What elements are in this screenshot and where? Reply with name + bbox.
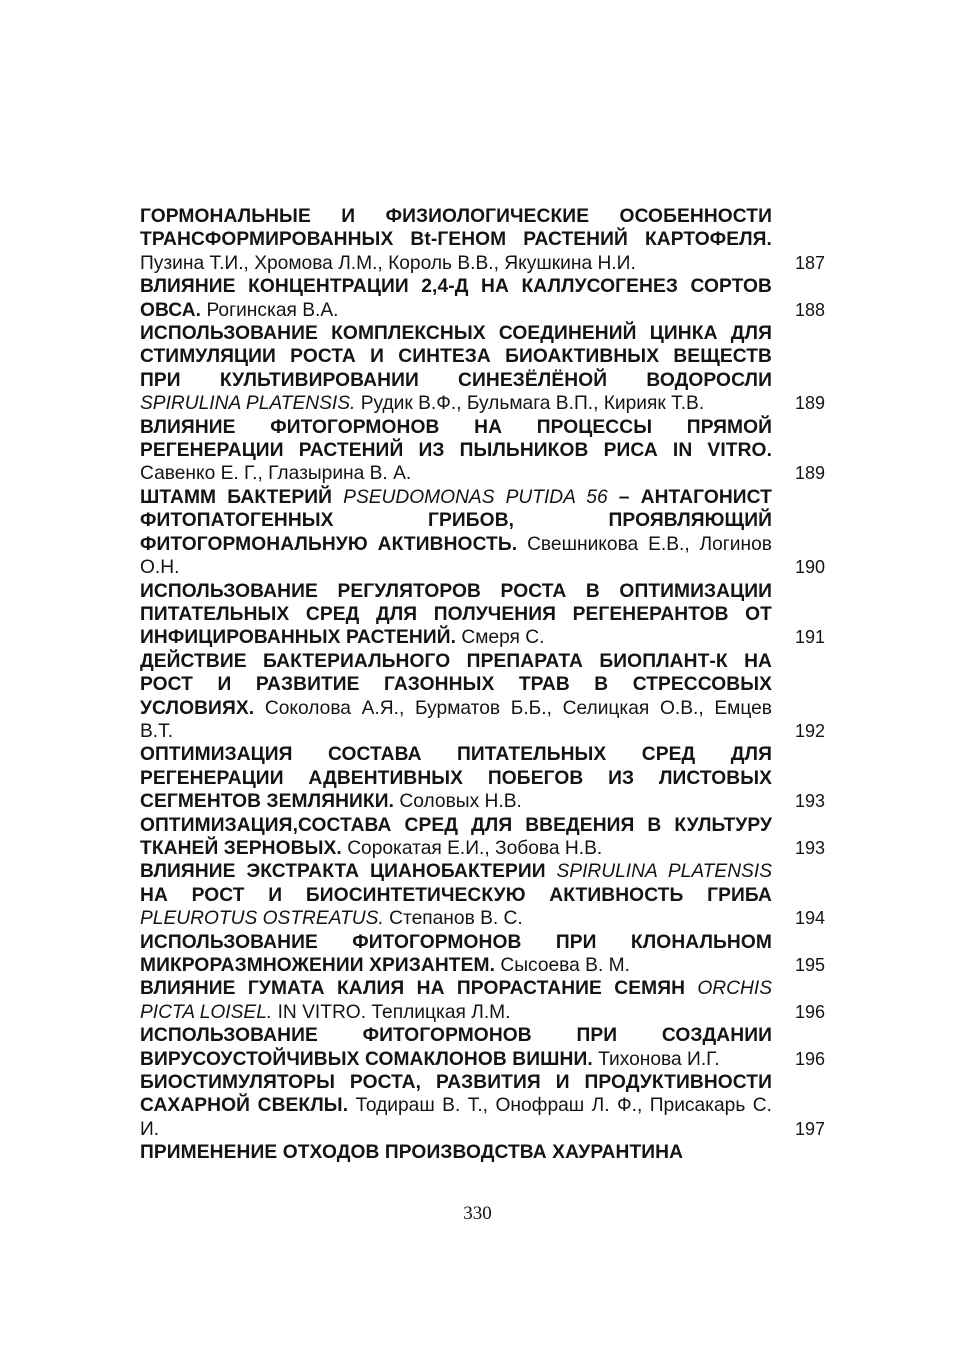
entry-title: ПРИМЕНЕНИЕ ОТХОДОВ ПРОИЗВОДСТВА ХАУРАНТИНА — [140, 1142, 684, 1164]
entry-title-species: SPIRULINA PLATENSIS. — [140, 393, 356, 415]
entry-title: ВЛИЯНИЕ ЭКСТРАКТА ЦИАНОБАКТЕРИИ — [140, 861, 546, 883]
entry-title-continued: IN VITRO. — [277, 1001, 367, 1023]
entry-page-number: 187 — [794, 252, 825, 273]
toc-entry — [140, 322, 825, 416]
toc-entry — [140, 205, 825, 275]
entry-title: ВЛИЯНИЕ ГУМАТА КАЛИЯ НА ПРОРАСТАНИЕ СЕМЯН — [140, 978, 686, 1000]
entry-title: ОПТИМИЗАЦИЯ,СОСТАВА СРЕД ДЛЯ ВВЕДЕНИЯ В КУЛЬТУРУ ТКАНЕЙ ЗЕРНОВЫХ. — [140, 814, 772, 859]
entry-authors: Соколова А.Я., Бурматов Б.Б., Селицкая О.В., Емцев В.Т. — [140, 697, 772, 742]
entry-page-number: 193 — [794, 837, 825, 858]
entry-authors: Сысоева В. М. — [500, 955, 630, 976]
entry-title: ИСПОЛЬЗОВАНИЕ РЕГУЛЯТОРОВ РОСТА В ОПТИМИЗАЦИИ ПИТАТЕЛЬНЫХ СРЕД ДЛЯ ПОЛУЧЕНИЯ РЕГЕНЕРАНТОВ ОТ ИНФИЦИРОВАННЫХ РАСТЕНИЙ. — [140, 580, 772, 649]
toc-entry — [140, 1071, 825, 1141]
toc-entry — [140, 1024, 825, 1071]
toc-entry — [140, 977, 825, 1024]
entry-page-number: 189 — [794, 463, 825, 484]
toc-entry — [140, 486, 825, 580]
entry-title-species-2: PLEUROTUS OSTREATUS. — [140, 908, 384, 930]
entry-title: ИСПОЛЬЗОВАНИЕ КОМПЛЕКСНЫХ СОЕДИНЕНИЙ ЦИНКА ДЛЯ СТИМУЛЯЦИИ РОСТА И СИНТЕЗА БИОАКТИВНЫХ ВЕЩЕСТВ ПРИ КУЛЬТИВИРОВАНИИ СИНЕЗЁЛЁНОЙ ВОДОРОСЛИ — [140, 323, 772, 391]
entry-page-number: 189 — [794, 393, 825, 414]
entry-title-continued: – АНТАГОНИСТ ФИТОПАТОГЕННЫХ ГРИБОВ, ПРОЯВЛЯЮЩИЙ ФИТОГОРМОНАЛЬНУЮ АКТИВНОСТЬ. — [140, 486, 772, 555]
entry-title-species: SPIRULINA PLATENSIS — [556, 861, 772, 883]
entry-page-number: 194 — [794, 908, 825, 929]
entry-page-number: 197 — [794, 1118, 825, 1139]
entry-page-number: 195 — [794, 955, 825, 975]
toc-entry — [140, 580, 825, 650]
entry-authors: Рудик В.Ф., Бульмага В.П., Кирияк Т.В. — [360, 393, 705, 415]
entry-title: ВЛИЯНИЕ ФИТОГОРМОНОВ НА ПРОЦЕССЫ ПРЯМОЙ РЕГЕНЕРАЦИИ РАСТЕНИЙ ИЗ ПЫЛЬНИКОВ РИСА IN VITRO. — [140, 416, 772, 462]
toc-entry — [140, 1141, 825, 1164]
entry-title: ШТАММ БАКТЕРИЙ — [140, 486, 333, 508]
entry-page-number: 192 — [794, 720, 825, 741]
toc-entry — [140, 743, 825, 813]
entry-title: ИСПОЛЬЗОВАНИЕ ФИТОГОРМОНОВ ПРИ КЛОНАЛЬНОМ МИКРОРАЗМНОЖЕНИИ ХРИЗАНТЕМ. — [140, 931, 772, 976]
entry-authors: Степанов В. С. — [389, 908, 523, 930]
entry-title: ДЕЙСТВИЕ БАКТЕРИАЛЬНОГО ПРЕПАРАТА БИОПЛАНТ-К НА РОСТ И РАЗВИТИЕ ГАЗОННЫХ ТРАВ В СТРЕССОВЫХ УСЛОВИЯХ. — [140, 650, 772, 719]
entry-page-number: 193 — [794, 791, 825, 812]
entry-authors: Пузина Т.И., Хромова Л.М., Король В.В., Якушкина Н.И. — [140, 252, 636, 274]
toc-entry — [140, 814, 825, 861]
entry-authors: Соловых Н.В. — [399, 791, 522, 813]
entry-authors: Тихонова И.Г. — [598, 1048, 720, 1070]
toc-entry — [140, 931, 825, 978]
entry-authors: Рогинская В.А. — [206, 299, 339, 321]
entry-title-continued: НА РОСТ И БИОСИНТЕТИЧЕСКУЮ АКТИВНОСТЬ ГРИБА — [140, 884, 772, 906]
table-of-contents — [140, 205, 825, 1165]
entry-page-number: 190 — [794, 557, 825, 578]
entry-title: ОПТИМИЗАЦИЯ СОСТАВА ПИТАТЕЛЬНЫХ СРЕД ДЛЯ РЕГЕНЕРАЦИИ АДВЕНТИВНЫХ ПОБЕГОВ ИЗ ЛИСТОВЫХ СЕГМЕНТОВ ЗЕМЛЯНИКИ. — [140, 744, 772, 813]
entry-title: ИСПОЛЬЗОВАНИЕ ФИТОГОРМОНОВ ПРИ СОЗДАНИИ ВИРУСОУСТОЙЧИВЫХ СОМАКЛОНОВ ВИШНИ. — [140, 1025, 772, 1070]
entry-title: ГОРМОНАЛЬНЫЕ И ФИЗИОЛОГИЧЕСКИЕ ОСОБЕННОСТИ ТРАНСФОРМИРОВАННЫХ Bt-ГЕНОМ РАСТЕНИЙ КАРТОФЕЛЯ. — [140, 206, 772, 251]
entry-authors: Свешникова Е.В., Логинов О.Н. — [140, 533, 772, 579]
toc-entry — [140, 275, 825, 322]
toc-entry — [140, 650, 825, 744]
entry-title-species: ORCHIS PICTA LOISEL. — [140, 978, 772, 1023]
toc-entry — [140, 416, 825, 486]
page-number: 330 — [463, 1203, 492, 1224]
entry-title: БИОСТИМУЛЯТОРЫ РОСТА, РАЗВИТИЯ И ПРОДУКТИВНОСТИ САХАРНОЙ СВЕКЛЫ. — [140, 1072, 772, 1117]
entry-authors: Теплицкая Л.М. — [371, 1001, 511, 1023]
entry-page-number: 188 — [794, 299, 825, 320]
entry-authors: Тодираш В. Т., Онофраш Л. Ф., Присакарь С. И. — [140, 1095, 772, 1140]
toc-entry — [140, 860, 825, 930]
entry-page-number: 196 — [794, 1001, 825, 1022]
entry-authors: Сорокатая Е.И., Зобова Н.В. — [347, 837, 603, 859]
entry-title-species: PSEUDOMONAS PUTIDA 56 — [343, 486, 608, 508]
entry-page-number: 196 — [794, 1048, 825, 1069]
entry-page-number: 191 — [794, 627, 825, 648]
entry-title: ВЛИЯНИЕ КОНЦЕНТРАЦИИ 2,4-Д НА КАЛЛУСОГЕНЕЗ СОРТОВ ОВСА. — [140, 276, 772, 321]
entry-authors: Смеря С. — [461, 627, 545, 649]
entry-authors: Савенко Е. Г., Глазырина В. А. — [140, 463, 412, 485]
